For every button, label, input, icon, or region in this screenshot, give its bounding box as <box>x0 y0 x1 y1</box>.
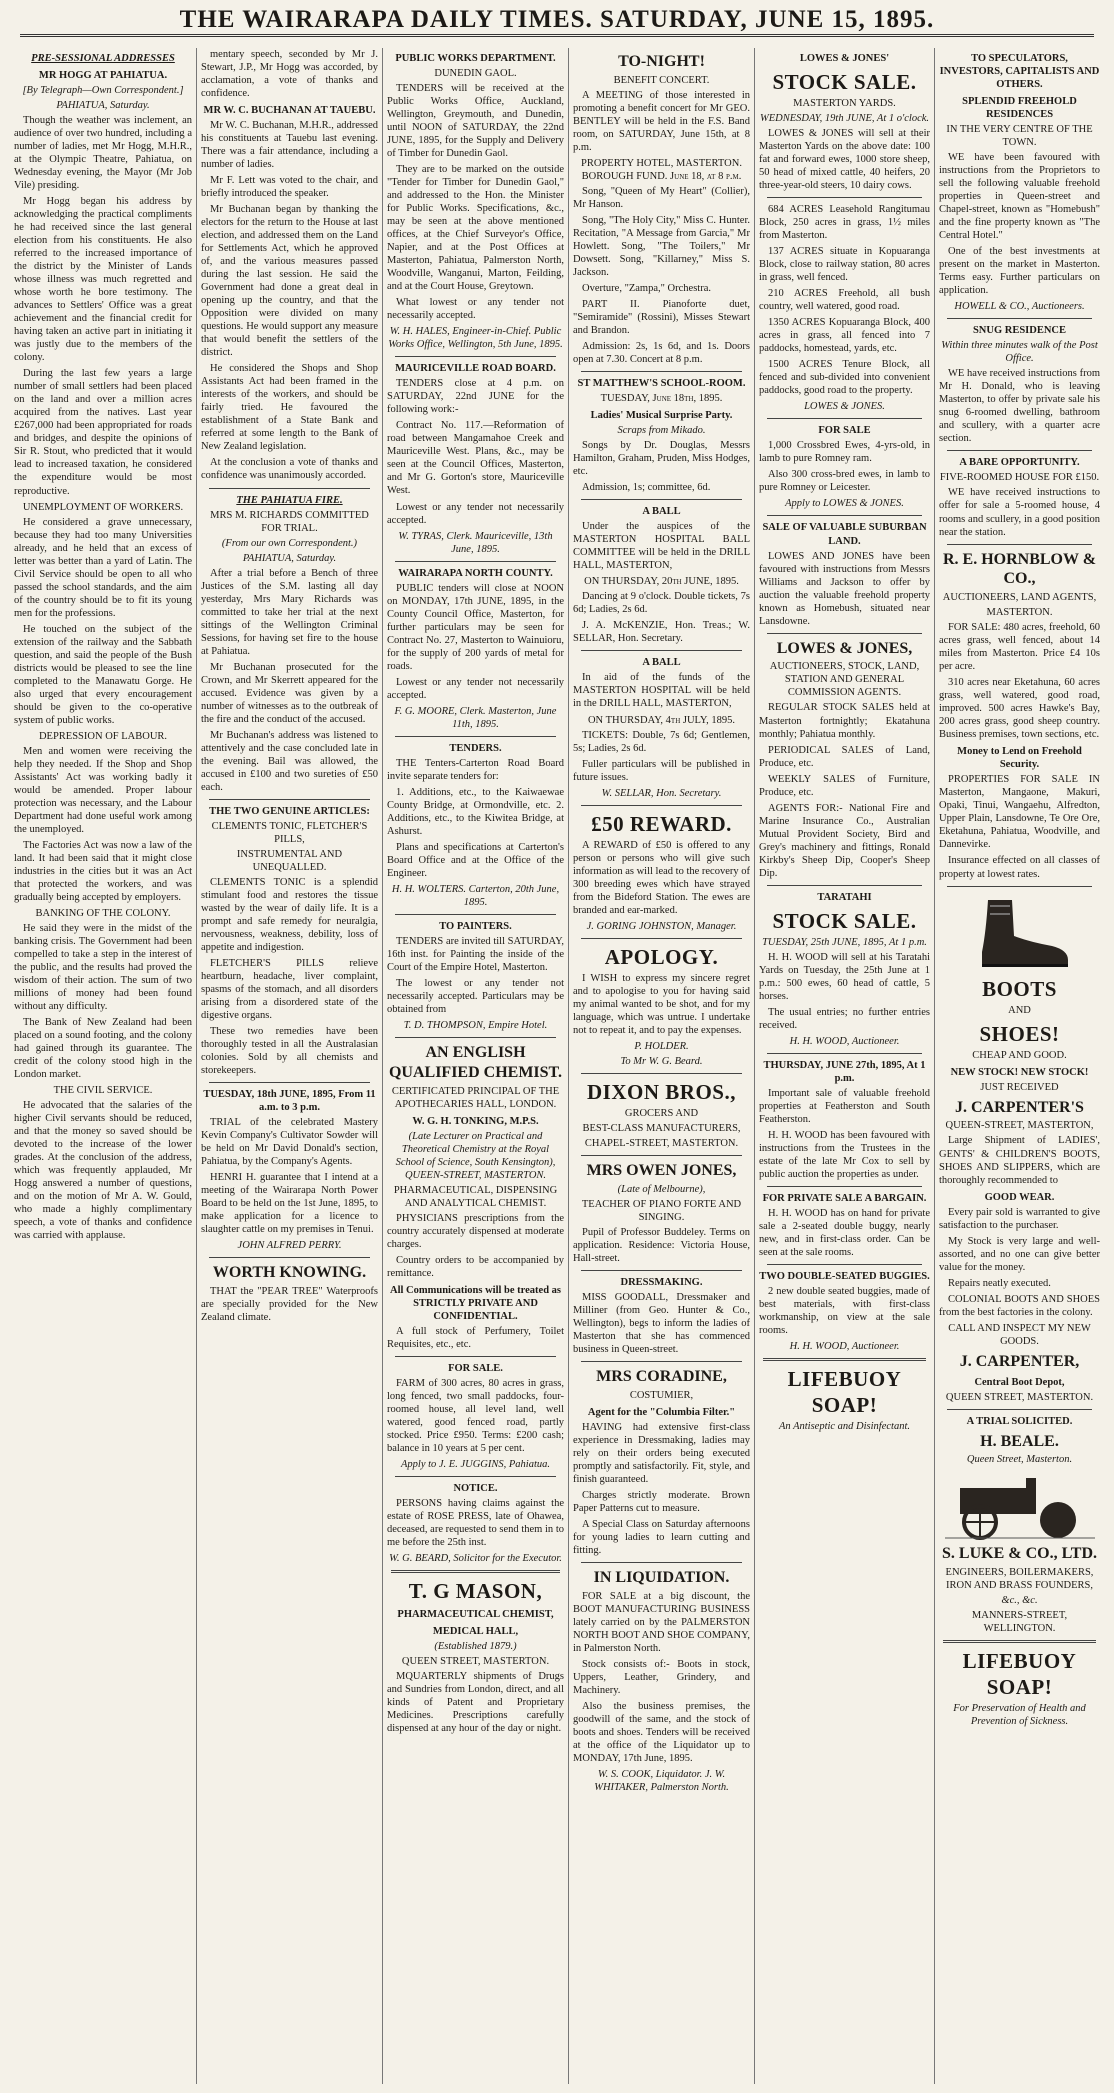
paragraph: Charges strictly moderate. Brown Paper Patterns cut to measure. <box>573 1489 750 1514</box>
paragraph: mentary speech, seconded by Mr J. Stewart, J.P., Mr Hogg was accorded, by acclamation, a vote of thanks and confidence. <box>201 49 378 100</box>
divider <box>581 1562 742 1563</box>
paragraph: Though the weather was inclement, an audience of over two hundred, including a number of ladies, met Mr Hogg, M.H.R., at the Olympic Theatre, Pahiatua, on Wednesday evening, the Mayor (Mr Job Vile) presiding. <box>14 115 192 192</box>
divider <box>767 885 922 886</box>
divider <box>767 418 922 419</box>
paragraph: PROPERTIES FOR SALE IN Masterton, Mangaone, Makuri, Opaki, Tinui, Wangaehu, Alfredton, Upper Plain, Lansdowne, Te Ore Ore, Eketahuna, Pahiatua, Woodville, and Dannevirke. <box>939 774 1100 851</box>
ad-head: LOWES & JONES, <box>776 639 913 657</box>
divider <box>767 1053 922 1054</box>
paragraph: PERSONS having claims against the estate of ROSE PRESS, late of Ohawea, deceased, are requested to send them in to me before the 25th inst. <box>387 1498 564 1549</box>
ad-subhead: PROPERTY HOTEL, MASTERTON. BOROUGH FUND. June 18, at 8 p.m. <box>581 157 742 182</box>
signature: T. D. THOMPSON, Empire Hotel. <box>403 1020 548 1032</box>
section-head: PRE-SESSIONAL ADDRESSES <box>31 53 175 64</box>
ad-head: BOOTS <box>982 976 1057 1001</box>
paragraph: Under the auspices of the MASTERTON HOSPITAL BALL COMMITTEE will be held in the DRILL HALL, MASTERTON, <box>573 521 750 572</box>
ad-name: J. CARPENTER, <box>959 1352 1080 1370</box>
paragraph: A Special Class on Saturday afternoons for young ladies to learn cutting and fitting. <box>573 1518 750 1556</box>
article-title: MR HOGG AT PAHIATUA. <box>38 70 168 82</box>
paragraph: Insurance effected on all classes of property at lowest rates. <box>939 855 1100 880</box>
ad-head: FOR PRIVATE SALE A BARGAIN. <box>762 1193 927 1204</box>
paragraph: LOWES AND JONES have been favoured with instructions from Messrs Williams and Jackson to offer by auction the valuable freehold property known as Homebush, situated near Lansdowne. <box>759 550 930 627</box>
paragraph: Fuller particulars will be published in future issues. <box>573 758 750 783</box>
ad-subhead: GOOD WEAR. <box>984 1191 1055 1203</box>
paragraph: WE have been favoured with instructions from the Proprietors to sell the following valuable freehold properties in Queen-street and Chapel-street, known as "Homebush" and the fine property known as "The Central Hotel." <box>939 152 1100 242</box>
paragraph: 210 ACRES Freehold, all bush country, well watered, good road. <box>759 288 930 313</box>
ad-head: MRS OWEN JONES, <box>586 1161 737 1179</box>
column-3 <box>382 48 568 2084</box>
column-4 <box>568 48 754 2084</box>
ad-head: T. G MASON, <box>408 1579 543 1604</box>
paragraph: Mr Buchanan began by thanking the electors for the return to the House at last election, and addressed them on the Land for Settlements Act, which he approved of, and the various measures passed during the last session. He said the Government had done a great deal in opening up the country, and that the Opposition were divided on many questions. He would support any measure that would benefit the settlers of the district. <box>201 204 378 359</box>
signature: H. H. WOOD, Auctioneer. <box>789 1341 900 1353</box>
ad-head: TUESDAY, 18th JUNE, 1895, From 11 a.m. to 3 p.m. <box>203 1089 376 1114</box>
paragraph: CLEMENTS TONIC is a splendid stimulant food and restores the tissue wasted by the wear of daily life. It is a prompt and safe remedy for neuralgia, nervousness, weakness, debility, loss of appetite and indigestion. <box>201 876 378 953</box>
ad-head: A BALL <box>642 657 681 669</box>
ad-head: ST MATTHEW'S SCHOOL-ROOM. <box>577 378 746 390</box>
ad-address: Queen Street, Masterton. <box>966 1454 1073 1466</box>
ad-subhead: AUCTIONEERS, STOCK, LAND, STATION AND GENERAL COMMISSION AGENTS. <box>769 661 920 699</box>
paragraph: The Factories Act was now a law of the land. It had been said that it might close industries in the cities but it was an Act that protected the workers, and was gradually being accepted by employers. <box>14 839 192 903</box>
ad-subhead: GROCERS AND <box>624 1107 699 1119</box>
ad-note: An Antiseptic and Disinfectant. <box>778 1421 911 1433</box>
ad-subhead: DUNEDIN GAOL. <box>434 68 517 80</box>
subhead: UNEMPLOYMENT OF WORKERS. <box>22 501 184 513</box>
divider <box>581 1155 742 1156</box>
paragraph: After a trial before a Bench of three Justices of the S.M. lasting all day yesterday, Mrs Mary Richards was committed to take her trial at the next sittings of the Wellington Criminal Sessions, for having set fire to the house at Pahiatua. <box>201 567 378 657</box>
ad-note: (Established 1879.) <box>434 1641 517 1653</box>
paragraph: H. H. WOOD has been favoured with instructions from the Trustees in the estate of the late Mr Cox to sell by public auction the properties as under. <box>759 1129 930 1180</box>
ad-subhead: ON THURSDAY, 20th JUNE, 1895. <box>584 576 739 588</box>
ad-note: TUESDAY, 25th JUNE, 1895, At 1 p.m. <box>762 936 927 948</box>
ad-subhead: CERTIFICATED PRINCIPAL OF THE APOTHECARIES HALL, LONDON. <box>391 1085 560 1110</box>
signature: W. G. BEARD, Solicitor for the Executor. <box>389 1553 562 1565</box>
ad-address: CHAPEL-STREET, MASTERTON. <box>584 1137 739 1149</box>
paragraph: Also 300 cross-bred ewes, in lamb to pure Romney or Leicester. <box>759 469 930 494</box>
ad-note: To Mr W. G. Beard. <box>620 1055 703 1067</box>
ad-head: LOWES & JONES' <box>799 53 890 64</box>
ad-head: TWO DOUBLE-SEATED BUGGIES. <box>759 1271 930 1283</box>
paragraph: Stock consists of:- Boots in stock, Uppers, Leather, Grindery, and Machinery. <box>573 1658 750 1696</box>
paragraph: HAVING had extensive first-class experience in Dressmaking, ladies may rely on their orders being executed promptly and satisfactorily. Fit, style, and finish guaranteed. <box>573 1421 750 1485</box>
paragraph: THAT the "PEAR TREE" Waterproofs are specially provided for the New Zealand climate. <box>201 1286 378 1324</box>
paragraph: TENDERS are invited till SATURDAY, 16th inst. for Painting the inside of the Court of the Empire Hotel, Masterton. <box>387 935 564 973</box>
ad-name: W. G. H. TONKING, M.P.S. <box>412 1115 539 1127</box>
signature: W. S. COOK, Liquidator. J. W. WHITAKER, Palmerston North. <box>594 1769 729 1794</box>
paragraph: REGULAR STOCK SALES held at Masterton fortnightly; Ekatahuna monthly; Pahiatua monthly. <box>759 702 930 740</box>
divider <box>767 197 922 198</box>
road-roller-illustration-icon <box>940 1470 1100 1540</box>
paragraph: Men and women were receiving the help they needed. If the Shop and Shop Assistants' Act was working badly it would be amended. Proper labour protection was necessary, and the Labour Department had done useful work among the unemployed. <box>14 745 192 835</box>
ad-subhead: ENGINEERS, BOILERMAKERS, IRON AND BRASS FOUNDERS, <box>945 1567 1094 1592</box>
subhead: THE CIVIL SERVICE. <box>53 1085 153 1097</box>
divider <box>209 488 370 489</box>
paragraph: HENRI H. guarantee that I intend at a meeting of the Wairarapa North Power Board to be held on the 1st June, 1895, to make application for a licence to slaughter cattle on my premises in Tenui. <box>201 1172 378 1236</box>
ad-subhead: Money to Lend on Freehold Security. <box>957 746 1082 771</box>
ad-head: WAIRARAPA NORTH COUNTY. <box>398 567 553 579</box>
ad-head: SHOES! <box>979 1021 1060 1046</box>
paragraph: WE have received instructions from Mr H. Donald, who is leaving Masterton, to offer by private sale his snug 6-roomed dwelling, bathroom and scullery, with a quarter acre section. <box>939 368 1100 445</box>
ad-address: (Late Lecturer on Practical and Theoretical Chemistry at the Royal School of Science, South Kensington), QUEEN-STREET, MASTERTON. <box>395 1130 556 1181</box>
paragraph: A full stock of Perfumery, Toilet Requisites, etc., etc. <box>387 1325 564 1350</box>
divider <box>947 886 1092 887</box>
column-5 <box>754 48 934 2084</box>
paragraph: Large Shipment of LADIES', GENTS' & CHILDREN'S BOOTS, SHOES AND SLIPPERS, which are thoroughly recommended to <box>939 1135 1100 1186</box>
ad-subhead: TEACHER OF PIANO FORTE AND SINGING. <box>581 1198 742 1223</box>
paragraph: Song, "Queen of My Heart" (Collier), Mr Hanson. <box>573 185 750 210</box>
paragraph: Pupil of Professor Buddeley. Terms on application. Residence: Victoria House, Hall-street. <box>573 1226 750 1264</box>
paragraph: 1350 ACRES Kopuaranga Block, 400 acres in grass, all fenced into 7 paddocks, homestead, yards, etc. <box>759 317 930 355</box>
paragraph: Mr Buchanan prosecuted for the Crown, and Mr Skerrett appeared for the accused. Evidence was given by a number of witnesses as to the outbreak of the fire and the conduct of the accused. <box>201 661 378 725</box>
signature: W. SELLAR, Hon. Secretary. <box>601 787 722 799</box>
divider <box>395 736 556 737</box>
ad-head: AN ENGLISH QUALIFIED CHEMIST. <box>388 1044 563 1081</box>
ad-subhead: Agent for the "Columbia Filter." <box>587 1406 736 1418</box>
paragraph: MQUARTERLY shipments of Drugs and Sundries from London, direct, and all kinds of Patent and Proprietary Medicines. Prescriptions carefully dispensed at any hour of the day or night. <box>387 1671 564 1735</box>
byline: (From our own Correspondent.) <box>221 537 358 549</box>
dateline: PAHIATUA, Saturday. <box>56 100 150 112</box>
ad-head: FOR SALE <box>818 425 871 437</box>
ad-subhead: ON THURSDAY, 4th JULY, 1895. <box>587 714 736 726</box>
ad-note: &c., &c. <box>1001 1595 1038 1607</box>
ad-head: £50 REWARD. <box>591 811 732 836</box>
paragraph: Mr Hogg began his address by acknowledging the practical compliments he had received since the last general election from his constituents. He also referred to the increased importance of the district by the Minister of Lands whose illness was much regretted and whose worth he bore testimony. The advances to Settlers' Office was a great achievement and the financial credit for having taken an active part in initiating it was justly due to the members of the colony. <box>14 196 192 364</box>
divider <box>581 805 742 806</box>
paragraph: Admission: 2s, 1s 6d, and 1s. Doors open at 7.30. Concert at 8 p.m. <box>573 341 750 366</box>
divider <box>395 561 556 562</box>
ad-head: R. E. HORNBLOW & CO., <box>942 550 1097 588</box>
paragraph: Important sale of valuable freehold properties at Featherston and South Featherston. <box>759 1087 930 1125</box>
ad-head: STOCK SALE. <box>772 908 917 933</box>
divider <box>947 318 1092 319</box>
paragraph: These two remedies have been thoroughly tested in all the Australasian colonies. Sold by all chemists and storekeepers. <box>201 1026 378 1077</box>
divider <box>581 371 742 372</box>
ad-head: LIFEBUOY SOAP! <box>787 1367 902 1418</box>
dateline: PAHIATUA, Saturday. <box>242 552 337 564</box>
ad-head: SNUG RESIDENCE <box>972 325 1067 337</box>
divider <box>395 1356 556 1357</box>
ad-head: TO PAINTERS. <box>439 920 512 932</box>
ad-subhead: CALL AND INSPECT MY NEW GOODS. <box>948 1322 1091 1347</box>
ad-name: H. BEALE. <box>980 1432 1059 1450</box>
divider <box>767 515 922 516</box>
ad-head: NOTICE. <box>453 1483 498 1495</box>
ad-head: PUBLIC WORKS DEPARTMENT. <box>395 53 556 64</box>
signature: Apply to J. E. JUGGINS, Pahiatua. <box>400 1459 550 1471</box>
divider <box>947 1409 1092 1410</box>
signature: W. H. HALES, Engineer-in-Chief. Public Works Office, Wellington, 5th June, 1895. <box>388 326 563 351</box>
article-title: MR W. C. BUCHANAN AT TAUEBU. <box>203 105 376 117</box>
divider <box>209 1257 370 1258</box>
divider <box>581 499 742 500</box>
column-2 <box>196 48 382 2084</box>
ad-subhead: INSTRUMENTAL AND UNEQUALLED. <box>236 848 343 873</box>
divider <box>581 938 742 939</box>
subhead: BANKING OF THE COLONY. <box>35 907 171 919</box>
paragraph: THE Tenters-Carterton Road Board invite separate tenders for: <box>387 757 564 782</box>
paragraph: What lowest or any tender not necessarily accepted. <box>387 297 564 322</box>
paragraph: The lowest or any tender not necessarily accepted. Particulars may be obtained from <box>387 978 564 1016</box>
ad-address: MANNERS-STREET, WELLINGTON. <box>971 1610 1068 1635</box>
byline: [By Telegraph—Own Correspondent.] <box>22 85 184 97</box>
ad-subhead: COSTUMIER, <box>629 1389 694 1401</box>
divider <box>395 1476 556 1477</box>
divider <box>947 544 1092 545</box>
paragraph: Mr F. Lett was voted to the chair, and briefly introduced the speaker. <box>201 175 378 200</box>
paragraph: H. H. WOOD has on hand for private sale a 2-seated double buggy, nearly new, and in first-class order. Can be seen at the sale rooms. <box>759 1208 930 1259</box>
divider <box>763 1358 926 1361</box>
ad-subhead: TUESDAY, June 18th, 1895. <box>600 393 723 405</box>
ad-subhead: BENEFIT CONCERT. <box>613 74 710 86</box>
ad-note: For Preservation of Health and Prevention of Sickness. <box>953 1703 1086 1728</box>
ad-address: MASTERTON. <box>986 607 1053 619</box>
paragraph: The Bank of New Zealand had been placed on a sound footing, and the colony had gained through its guarantee. The credit of the colony stood high in the London market. <box>14 1017 192 1081</box>
divider <box>943 1640 1096 1643</box>
ad-address: QUEEN STREET, MASTERTON. <box>945 1391 1094 1403</box>
ad-head: J. CARPENTER'S <box>955 1098 1084 1116</box>
ad-subhead: JUST RECEIVED <box>980 1081 1059 1093</box>
ad-subhead: Ladies' Musical Surprise Party. <box>590 410 733 422</box>
ad-subhead: FIVE-ROOMED HOUSE FOR £150. <box>939 472 1100 484</box>
paragraph: Dancing at 9 o'clock. Double tickets, 7s 6d; Ladies, 2s 6d. <box>573 591 750 616</box>
paragraph: Mr Buchanan's address was listened to attentively and the case concluded late in the evening. Bail was allowed, the accused in £100 and two sureties of £50 each. <box>201 729 378 793</box>
paragraph: During the last few years a large number of small settlers had been placed on the land and over a million acres acquired from the natives. Last year £267,000 had been appropriated for roads and bridges, and despite the opinions of Sir R. Stout, who predicted that it would lead to increased taxation, he considered the expenditure would be most reproductive. <box>14 368 192 497</box>
paragraph: A REWARD of £50 is offered to any person or persons who will give such information as will lead to the recovery of 300 breeding ewes which have strayed from the Bideford Station. The ewes are branded and ear-marked. <box>573 839 750 916</box>
subhead: MRS M. RICHARDS COMMITTED FOR TRIAL. <box>210 509 369 534</box>
ad-head: MAURICEVILLE ROAD BOARD. <box>395 363 556 375</box>
paragraph: TENDERS will be received at the Public Works Office, Auckland, Wellington, Greymouth, and Dunedin, until NOON of SATURDAY, the 22nd JUNE, 1895, for the Supply and Delivery of Timber for Dunedin Gaol. <box>387 83 564 160</box>
paragraph: FLETCHER'S PILLS relieve heartburn, headache, liver complaint, spasms of the stomach, and all disorders arising from a disordered state of the digestive organs. <box>201 958 378 1022</box>
paragraph: FARM of 300 acres, 80 acres in grass, long fenced, two small paddocks, four-roomed house, all level land, well watered, good fenced road, partly stocked. Price £950. Terms: £200 cash; balance in 10 years at 5 per cent. <box>387 1378 564 1455</box>
paragraph: They are to be marked on the outside "Tender for Timber for Dunedin Gaol," and addressed to the Hon. the Minister for Public Works. Specifications, &c., may be seen at the above mentioned offices, at the Chief Surveyor's Office, Napier, and at the Post Offices at Masterton, Pahiatua, Palmerston North, Woodville, Wanganui, Marton, Feilding, and at the Court House, Greytown. <box>387 164 564 293</box>
ad-subhead: All Communications will be treated as STRICTLY PRIVATE AND CONFIDENTIAL. <box>389 1284 561 1322</box>
paragraph: Songs by Dr. Douglas, Messrs Hamilton, Graham, Pruden, Miss Hodges, etc. <box>573 440 750 478</box>
paragraph: Plans and specifications at Carterton's Board Office and at the Office of the Engineer. <box>387 841 564 879</box>
paragraph: I WISH to express my sincere regret and to apologise to you for having said my animal wanted to be shot, and for my language, which was untrue. I undertake not to repeat it, and to pay the expenses. <box>573 972 750 1036</box>
ad-subhead: AND <box>1008 1004 1031 1016</box>
signature: H. H. WOOD, Auctioneer. <box>789 1035 900 1047</box>
column-1 <box>10 48 196 2084</box>
paragraph: 2 new double seated buggies, made of best materials, with first-class workmanship, on view at the sale rooms. <box>759 1286 930 1337</box>
paragraph: Mr W. C. Buchanan, M.H.R., addressed his constituents at Tauebu last evening. There was a fair attendance, including a number of ladies. <box>201 120 378 171</box>
divider <box>767 633 922 634</box>
ad-head: S. LUKE & CO., LTD. <box>942 1545 1097 1563</box>
divider <box>947 450 1092 451</box>
divider <box>581 1073 742 1074</box>
ad-head: FOR SALE. <box>448 1363 503 1375</box>
signature: LOWES & JONES. <box>804 401 885 413</box>
paragraph: PERIODICAL SALES of Land, Produce, etc. <box>759 744 930 769</box>
signature: HOWELL & CO., Auctioneers. <box>954 301 1085 313</box>
ad-subhead: PHARMACEUTICAL, DISPENSING AND ANALYTICAL CHEMIST. <box>393 1184 558 1209</box>
paragraph: Song, "The Holy City," Miss C. Hunter. Recitation, "A Message from Garcia," Mr Howlett. Song, "The Toilers," Mr Dowsett. Song, "Killarney," Miss S. Jackson. <box>573 214 750 279</box>
ad-head: TARATAHI <box>817 891 872 903</box>
ad-address: QUEEN-STREET, MASTERTON, <box>945 1120 1094 1132</box>
divider <box>767 1186 922 1187</box>
paragraph: The usual entries; no further entries received. <box>759 1006 930 1031</box>
paragraph: 1500 ACRES Tenure Block, all fenced and sub-divided into convenient paddocks, good road to the property. <box>759 359 930 397</box>
ad-head: SPLENDID FREEHOLD RESIDENCES <box>962 96 1077 121</box>
ad-head: MRS CORADINE, <box>596 1367 727 1385</box>
ad-subhead: Central Boot Depot, <box>974 1376 1065 1388</box>
paragraph: Overture, "Zampa," Orchestra. <box>582 283 711 295</box>
paragraph: A MEETING of those interested in promoting a benefit concert for Mr GEO. BENTLEY will be held in the F.S. Band room, on SATURDAY, June 15th, at 8 p.m. <box>573 89 750 153</box>
paragraph: Lowest or any tender not necessarily accepted. <box>387 501 564 526</box>
paragraph: TICKETS: Double, 7s 6d; Gentlemen, 5s; Ladies, 2s 6d. <box>573 729 750 754</box>
paragraph: He advocated that the salaries of the higher Civil servants should be reduced, and that the money so saved should be devoted to the increase of the lower grades. At the conclusion of the address, which was frequently applauded, Mr Hogg answered a number of questions, and on the motion of Mr A. W. Gould, who made a highly complimentary speech, a vote of thanks and confidence was carried with applause. <box>14 1100 192 1242</box>
divider <box>581 1270 742 1271</box>
ad-subhead: MEDICAL HALL, <box>432 1626 519 1638</box>
signature: F. G. MOORE, Clerk. Masterton, June 11th, 1895. <box>394 705 557 730</box>
ad-head: THURSDAY, JUNE 27th, 1895, At 1 p.m. <box>763 1059 926 1084</box>
signature: Apply to LOWES & JONES. <box>785 498 904 510</box>
paragraph: TENDERS close at 4 p.m. on SATURDAY, 22nd JUNE for the following work:- <box>387 378 564 416</box>
ad-head: DRESSMAKING. <box>620 1276 703 1288</box>
paragraph: One of the best investments at present on the market in Masterton. Terms easy. Further particulars on application. <box>939 246 1100 297</box>
paragraph: Contract No. 117.—Reformation of road between Mangamahoe Creek and Mauriceville West. Plans, &c., may be seen at the Council Offices, Masterton, and Mr G. Gorton's store, Mauriceville West. <box>387 420 564 497</box>
masthead <box>0 0 1114 44</box>
divider <box>395 1037 556 1038</box>
ad-address: QUEEN STREET, MASTERTON. <box>401 1656 550 1668</box>
ad-head: DIXON BROS., <box>587 1079 736 1104</box>
divider <box>395 356 556 357</box>
paragraph: Every pair sold is warranted to give satisfaction to the purchaser. <box>939 1206 1100 1231</box>
ad-head: A BARE OPPORTUNITY. <box>959 457 1080 469</box>
signature: W. TYRAS, Clerk. Mauriceville, 13th June, 1895. <box>398 530 553 555</box>
divider <box>395 914 556 915</box>
ad-subhead: BEST-CLASS MANUFACTURERS, <box>582 1122 741 1134</box>
divider <box>767 1264 922 1265</box>
boot-illustration-icon <box>960 892 1080 972</box>
article-title: THE PAHIATUA FIRE. <box>236 494 343 506</box>
ad-subhead: MASTERTON YARDS. <box>793 98 896 110</box>
ad-subhead: IN THE VERY CENTRE OF THE TOWN. <box>946 124 1093 149</box>
signature: J. GORING JOHNSTON, Manager. <box>586 920 737 932</box>
paragraph: MISS GOODALL, Dressmaker and Milliner (from Geo. Hunter & Co., Wellington), begs to inform the ladies of Masterton that she has commenced business in Queen-street. <box>573 1291 750 1355</box>
paragraph: WE have received instructions to offer for sale a 5-roomed house, 4 rooms and scullery, in a good position near the station. <box>939 487 1100 538</box>
paragraph: He touched on the subject of the extension of the railway and the Sabbath question, and said the people of the Bush districts would be pleased to see the line completed to the Manawatu Gorge. He also urged that every encouragement should be given to the co-operative system of public works. <box>14 623 192 726</box>
ad-head: A BALL <box>642 506 681 518</box>
paragraph: At the conclusion a vote of thanks and confidence was unanimously accorded. <box>201 457 378 482</box>
ad-head: IN LIQUIDATION. <box>593 1568 730 1586</box>
paragraph: In aid of the funds of the MASTERTON HOSPITAL will be held in the DRILL HALL, MASTERTON, <box>573 672 750 710</box>
masthead-title: THE WAIRARAPA DAILY TIMES. SATURDAY, JUNE 15, 1895. <box>179 6 935 33</box>
ad-note: Within three minutes walk of the Post Office. <box>941 340 1098 365</box>
ad-note: (Late of Melbourne), <box>617 1183 706 1195</box>
paragraph: Lowest or any tender not necessarily accepted. <box>387 676 564 701</box>
ad-head: LIFEBUOY SOAP! <box>962 1649 1077 1700</box>
paragraph: AGENTS FOR:- National Fire and Marine Insurance Co., Australian Mutual Provident Society, Bird and Grey's machinery and fittings, Ronald Kirkby's Sheep Dip, Cooper's Sheep Dip. <box>759 802 930 879</box>
paragraph: COLONIAL BOOTS AND SHOES from the best factories in the colony. <box>939 1293 1100 1318</box>
ad-subhead: CLEMENTS TONIC, FLETCHER'S PILLS, <box>211 820 368 845</box>
ad-head: A TRIAL SOLICITED. <box>966 1415 1073 1427</box>
paragraph: J. A. McKENZIE, Hon. Treas.; W. SELLAR, Hon. Secretary. <box>573 620 750 645</box>
paragraph: FOR SALE: 480 acres, freehold, 60 acres grass, well fenced, about 14 miles from Masterton. Price £4 10s per acre. <box>939 622 1100 673</box>
paragraph: LOWES & JONES will sell at their Masterton Yards on the above date: 100 fat and forward ewes, 1000 store sheep, 50 head of mixed cattle, 40 heifers, 20 three-year-old steers, 10 dairy cows. <box>759 128 930 192</box>
divider <box>209 799 370 800</box>
paragraph: H. H. WOOD will sell at his Taratahi Yards on Tuesday, the 25th June at 1 p.m.: 500 ewes, 60 head of cattle, 5 horses. <box>759 951 930 1002</box>
paragraph: PHYSICIANS prescriptions from the country accurately dispensed at moderate charges. <box>387 1212 564 1250</box>
paragraph: Also the business premises, the goodwill of the same, and the stock of boots and shoes. Tenders will be received at the office of the Liquidator up to MONDAY, 17th June, 1895. <box>573 1700 750 1764</box>
paragraph: My Stock is very large and well-assorted, and no one can give better value for the money. <box>939 1235 1100 1273</box>
paragraph: 1,000 Crossbred Ewes, 4-yrs-old, in lamb to pure Romney ram. <box>759 440 930 465</box>
ad-subhead: AUCTIONEERS, LAND AGENTS, <box>942 592 1097 604</box>
ad-subhead: CHEAP AND GOOD. <box>972 1049 1067 1061</box>
paragraph: FOR SALE at a big discount, the BOOT MANUFACTURING BUSINESS lately carried on by the PALMERSTON NORTH BOOT AND SHOE COMPANY, in Palmerston North. <box>573 1590 750 1654</box>
divider <box>391 1570 560 1573</box>
divider <box>209 1082 370 1083</box>
divider <box>581 1361 742 1362</box>
paragraph: PUBLIC tenders will close at NOON on MONDAY, 17th JUNE, 1895, in the County Council Office, Masterton, for further particulars may be seen for Contract No. 27, Masterton to Wainuioru, for the supply of 200 yards of metal for roads. <box>387 582 564 672</box>
ad-note: WEDNESDAY, 19th JUNE, At 1 o'clock. <box>759 113 930 125</box>
ad-head: SALE OF VALUABLE SUBURBAN LAND. <box>762 522 927 547</box>
ad-note: Scraps from Mikado. <box>617 425 706 437</box>
signature: H. H. WOLTERS. Carterton, 20th June, 1895. <box>391 883 560 908</box>
paragraph: He said they were in the midst of the banking crisis. The Government had been compelled to take a step in the interest of the public, and the results had proved the wisdom of their action. The sum of two millions of money had been found without any difficulty. <box>14 923 192 1013</box>
divider <box>581 650 742 651</box>
signature: JOHN ALFRED PERRY. <box>237 1240 342 1252</box>
paragraph: Admission, 1s; committee, 6d. <box>582 482 711 494</box>
paragraph: He considered the Shops and Shop Assistants Act had been framed in the interests of the workers, and should be fairly tried. He favoured the establishment of a State Bank and referred at some length to the Bank of New Zealand legislation. <box>201 363 378 453</box>
signature: P. HOLDER. <box>634 1040 689 1052</box>
paragraph: 684 ACRES Leasehold Rangitumau Block, 250 acres in grass, 1½ miles from Masterton. <box>759 204 930 242</box>
ad-head: WORTH KNOWING. <box>212 1264 367 1282</box>
paragraph: 137 ACRES situate in Kopuaranga Block, close to railway station, 80 acres in grass, well fenced. <box>759 246 930 284</box>
ad-head: TO SPECULATORS, INVESTORS, CAPITALISTS AND OTHERS. <box>939 53 1100 91</box>
ad-head: THE TWO GENUINE ARTICLES: <box>209 805 370 817</box>
subhead: DEPRESSION OF LABOUR. <box>38 730 168 742</box>
ad-head: TO-NIGHT! <box>618 53 705 70</box>
paragraph: 1. Additions, etc., to the Kaiwaewae County Bridge, at Ormondville, etc. 2. Additions, etc., to the Kiwitea Bridge, at Ashurst. <box>387 786 564 837</box>
paragraph: Repairs neatly executed. <box>948 1277 1051 1289</box>
ad-head: TENDERS. <box>449 742 502 754</box>
paragraph: He considered a grave unnecessary, because they had too many Universities already, and he held that an excess of letter was better than a yard of Latin. The Civil Service should be open to all who passed the school standards, and the aim of the country should be to fit its young men for the professions. <box>14 516 192 619</box>
ad-head: APOLOGY. <box>604 944 719 969</box>
ad-subhead: PHARMACEUTICAL CHEMIST, <box>397 1609 554 1621</box>
paragraph: Country orders to be accompanied by remittance. <box>387 1254 564 1279</box>
ad-subhead: NEW STOCK! NEW STOCK! <box>950 1066 1089 1078</box>
paragraph: PART II. Pianoforte duet, "Semiramide" (Rossini), Misses Stewart and Brandon. <box>573 299 750 337</box>
paragraph: WEEKLY SALES of Furniture, Produce, etc. <box>759 773 930 798</box>
ad-head: STOCK SALE. <box>772 70 917 95</box>
paragraph: 310 acres near Eketahuna, 60 acres grass, well watered, good road, improved. 500 acres Hawke's Bay, 200 acres grass, good sheep country. Business premises, town sections, etc. <box>939 677 1100 741</box>
paragraph: TRIAL of the celebrated Mastery Kevin Company's Cultivator Sowder will be held on Mr David Donald's section, Pahiatua, by the Company's Agents. <box>201 1117 378 1168</box>
column-6 <box>934 48 1104 2084</box>
